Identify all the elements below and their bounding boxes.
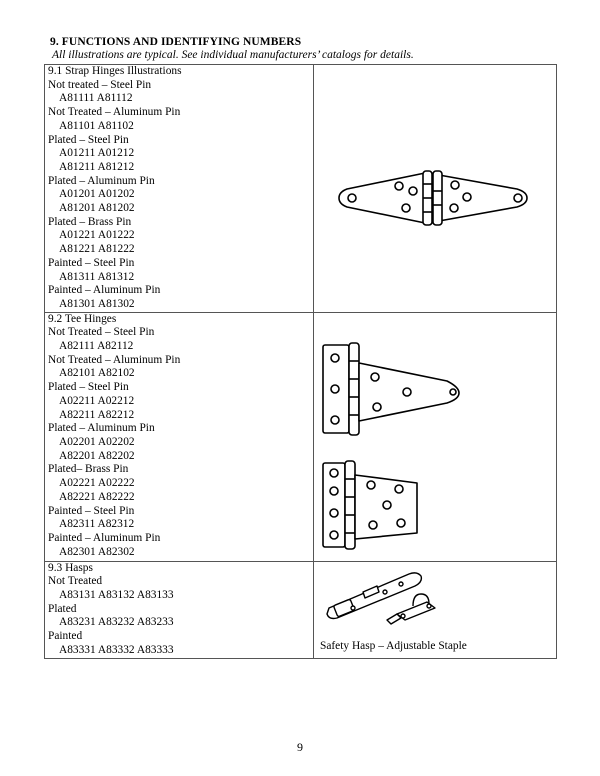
- finish-label: Not Treated – Aluminum Pin: [48, 106, 181, 119]
- strap-hinge-illustration: [317, 65, 556, 311]
- finish-label: Painted – Steel Pin: [48, 256, 135, 269]
- tee-hinges-text-cell: [45, 312, 314, 561]
- table-row-hasps: [45, 561, 557, 658]
- page-number: 9: [297, 740, 303, 754]
- part-number-line: A82201 A82202: [59, 449, 135, 462]
- part-number-line: A83231 A83232 A83233: [59, 616, 174, 629]
- part-number-line: A81111 A81112: [59, 92, 133, 105]
- hasp-illustration-cell: [314, 561, 557, 658]
- finish-label: Plated – Steel Pin: [48, 381, 129, 394]
- hinge-spec-table: [44, 64, 557, 659]
- hasp-caption: Safety Hasp – Adjustable Staple: [320, 639, 467, 652]
- finish-label: Plated: [48, 602, 77, 615]
- finish-label: Painted – Aluminum Pin: [48, 284, 161, 297]
- hasps-text-cell: [45, 561, 314, 658]
- hasps-heading: 9.3 Hasps: [48, 561, 93, 574]
- finish-label: Painted – Aluminum Pin: [48, 531, 161, 544]
- part-number-line: A82301 A82302: [59, 545, 135, 558]
- tee-hinge-illustrations: [317, 313, 556, 561]
- finish-label: Not treated – Steel Pin: [48, 78, 152, 91]
- safety-hasp-icon: [317, 562, 556, 632]
- safety-hasp-illustration: [317, 562, 556, 657]
- table-row-tee-hinges: [45, 312, 557, 561]
- strap-hinges-list: [48, 79, 313, 312]
- part-number-line: A81301 A81302: [59, 297, 135, 310]
- finish-label: Plated – Aluminum Pin: [48, 174, 155, 187]
- tee-hinge-illustration-cell: [314, 312, 557, 561]
- strap-hinge-icon: [317, 65, 556, 311]
- section-title: 9. FUNCTIONS AND IDENTIFYING NUMBERS: [50, 36, 302, 48]
- finish-label: Not Treated – Steel Pin: [48, 326, 155, 339]
- finish-label: Painted – Steel Pin: [48, 504, 135, 517]
- tee-hinges-list: [48, 326, 313, 559]
- strap-hinge-illustration-cell: [314, 65, 557, 313]
- part-number-line: A01221 A01222: [59, 229, 135, 242]
- part-number-line: A02201 A02202: [59, 435, 135, 448]
- part-number-line: A82221 A82222: [59, 490, 135, 503]
- part-number-line: A81311 A81312: [59, 270, 135, 283]
- strap-hinges-text-cell: [45, 65, 314, 313]
- part-number-line: A81101 A81102: [59, 119, 134, 132]
- section-subtitle: All illustrations are typical. See individual manufacturers’ catalogs for details.: [52, 49, 414, 61]
- part-number-line: A82101 A82102: [59, 367, 135, 380]
- tee-hinge-icon: [317, 313, 556, 561]
- part-number-line: A01211 A01212: [59, 147, 135, 160]
- part-number-line: A82111 A82112: [59, 340, 134, 353]
- finish-label: Plated – Steel Pin: [48, 133, 129, 146]
- part-number-line: A81211 A81212: [59, 160, 135, 173]
- table-row-strap-hinges: [45, 65, 557, 313]
- finish-label: Painted: [48, 630, 83, 643]
- finish-label: Plated– Brass Pin: [48, 463, 129, 476]
- part-number-line: A02211 A02212: [59, 394, 135, 407]
- part-number-line: A82211 A82212: [59, 408, 135, 421]
- tee-hinges-heading: 9.2 Tee Hinges: [48, 312, 117, 325]
- finish-label: Plated – Brass Pin: [48, 215, 132, 228]
- part-number-line: A83131 A83132 A83133: [59, 589, 174, 602]
- part-number-line: A02221 A02222: [59, 477, 135, 490]
- finish-label: Not Treated – Aluminum Pin: [48, 353, 181, 366]
- part-number-line: A01201 A01202: [59, 188, 135, 201]
- finish-label: Plated – Aluminum Pin: [48, 422, 155, 435]
- part-number-line: A82311 A82312: [59, 518, 135, 531]
- strap-hinges-heading: 9.1 Strap Hinges Illustrations: [48, 65, 182, 77]
- hasps-list: [48, 575, 313, 657]
- finish-label: Not Treated: [48, 575, 103, 588]
- part-number-line: A81201 A81202: [59, 202, 135, 215]
- part-number-line: A81221 A81222: [59, 243, 135, 256]
- part-number-line: A83331 A83332 A83333: [59, 643, 174, 656]
